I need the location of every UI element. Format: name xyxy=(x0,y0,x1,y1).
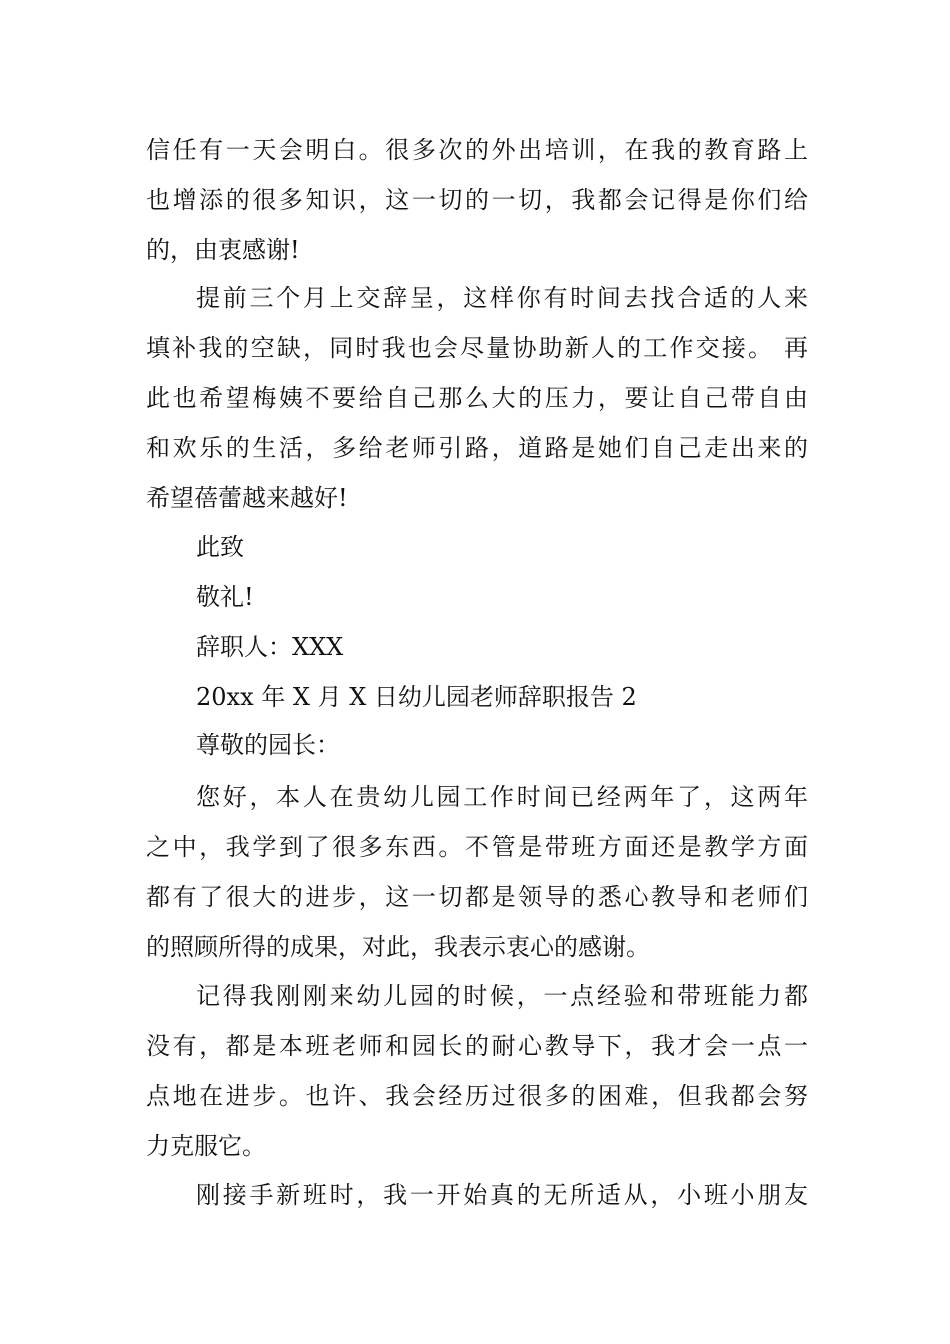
text-line: 刚接手新班时，我一开始真的无所适从，小班小朋友 xyxy=(196,1181,808,1209)
closing-line: 敬礼! xyxy=(196,583,254,611)
text-line: 此也希望梅姨不要给自己那么大的压力，要让自己带自由 xyxy=(146,384,808,412)
text-line: 的，由衷感谢! xyxy=(146,236,300,264)
text-line: 的照顾所得的成果，对此，我表示衷心的感谢。 xyxy=(146,933,650,961)
text-line: 和欢乐的生活，多给老师引路，道路是她们自己走出来的 xyxy=(146,434,808,462)
date-title-line: 20xx 年 X 月 X 日幼儿园老师辞职报告 2 xyxy=(196,683,637,711)
text-line: 力克服它。 xyxy=(146,1132,266,1160)
text-line: 您好，本人在贵幼儿园工作时间已经两年了，这两年 xyxy=(196,783,808,811)
signature-line: 辞职人：XXX xyxy=(196,633,344,661)
text-line: 没有，都是本班老师和园长的耐心教导下，我才会一点一 xyxy=(146,1032,808,1060)
text-line: 记得我刚刚来幼儿园的时候，一点经验和带班能力都 xyxy=(196,982,808,1010)
salutation-line: 尊敬的园长： xyxy=(196,731,340,759)
text-line: 信任有一天会明白。很多次的外出培训，在我的教育路上 xyxy=(146,136,808,164)
text-line: 希望蓓蕾越来越好! xyxy=(146,484,348,512)
text-line: 之中，我学到了很多东西。不管是带班方面还是教学方面 xyxy=(146,833,808,861)
closing-line: 此致 xyxy=(196,533,244,561)
text-line: 提前三个月上交辞呈，这样你有时间去找合适的人来 xyxy=(196,284,808,312)
text-line: 都有了很大的进步，这一切都是领导的悉心教导和老师们 xyxy=(146,883,808,911)
text-line: 点地在进步。也许、我会经历过很多的困难，但我都会努 xyxy=(146,1082,808,1110)
text-line: 填补我的空缺，同时我也会尽量协助新人的工作交接。 再 xyxy=(146,334,808,362)
text-line: 也增添的很多知识，这一切的一切，我都会记得是你们给 xyxy=(146,186,808,214)
